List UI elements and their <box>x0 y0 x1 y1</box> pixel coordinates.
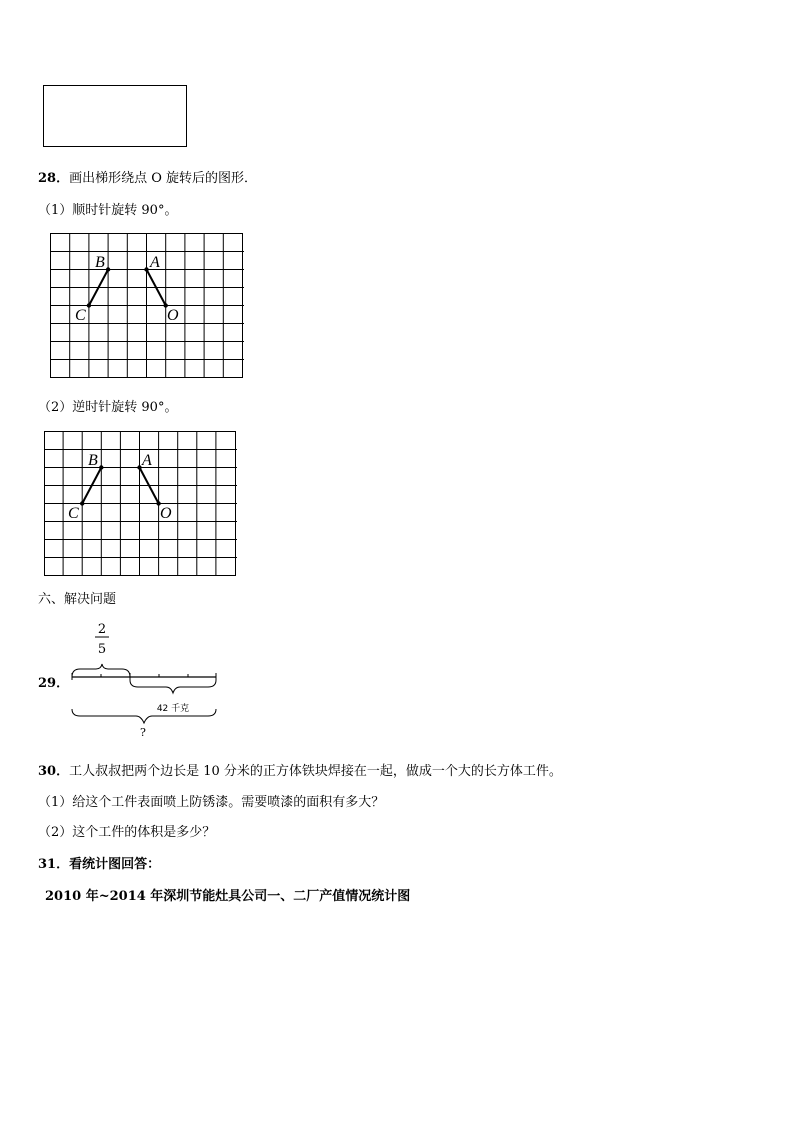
label-a: A <box>142 452 152 469</box>
point-b <box>106 267 110 271</box>
point-b <box>99 465 103 469</box>
right-brace <box>130 680 216 693</box>
fraction-numerator: 2 <box>97 622 107 637</box>
bottom-brace <box>72 709 216 723</box>
label-b: B <box>88 452 98 469</box>
fraction-denominator: 5 <box>97 642 107 657</box>
point-a <box>144 267 148 271</box>
grid-1-lines <box>50 233 244 378</box>
q28-line <box>38 167 257 186</box>
section-6-title: 六、解决问题 <box>38 592 117 607</box>
grid-2 <box>44 431 237 576</box>
q31-text: 看统计图回答： <box>69 857 161 872</box>
label-c: C <box>75 307 86 324</box>
q31-number: 31． <box>38 857 70 872</box>
q30-part1: （1）给这个工件表面喷上防锈漆。需要喷漆的面积有多大？ <box>38 795 385 810</box>
q29-diagram <box>66 620 226 740</box>
answer-box <box>43 85 187 147</box>
grid-1 <box>50 233 244 378</box>
q30-line <box>38 760 562 779</box>
q28-part1: （1）顺时针旋转 90°。 <box>38 203 178 218</box>
chart-title: 2010 年~2014 年深圳节能灶具公司一、二厂产值情况统计图 <box>45 889 411 904</box>
label-b: B <box>95 254 105 271</box>
weight-label: 42 千克 <box>156 704 190 714</box>
point-c <box>80 501 84 505</box>
question-mark: ? <box>140 726 146 739</box>
q28-prompt: 画出梯形绕点 O 旋转后的图形． <box>69 171 258 186</box>
q30-number: 30． <box>38 764 70 779</box>
point-c <box>87 303 91 307</box>
q30-part2: （2）这个工件的体积是多少？ <box>38 825 216 840</box>
q28-part2: （2）逆时针旋转 90°。 <box>38 400 178 415</box>
label-o: O <box>160 505 172 522</box>
label-c: C <box>68 505 79 522</box>
q28-number: 28． <box>38 171 70 186</box>
label-o: O <box>167 307 179 324</box>
q29-number: 29． <box>38 676 70 691</box>
q30-text: 工人叔叔把两个边长是 10 分米的正方体铁块焊接在一起，做成一个大的长方体工件。 <box>69 764 562 779</box>
q31-line <box>38 853 160 872</box>
label-a: A <box>150 254 160 271</box>
grid-2-lines <box>44 431 237 576</box>
